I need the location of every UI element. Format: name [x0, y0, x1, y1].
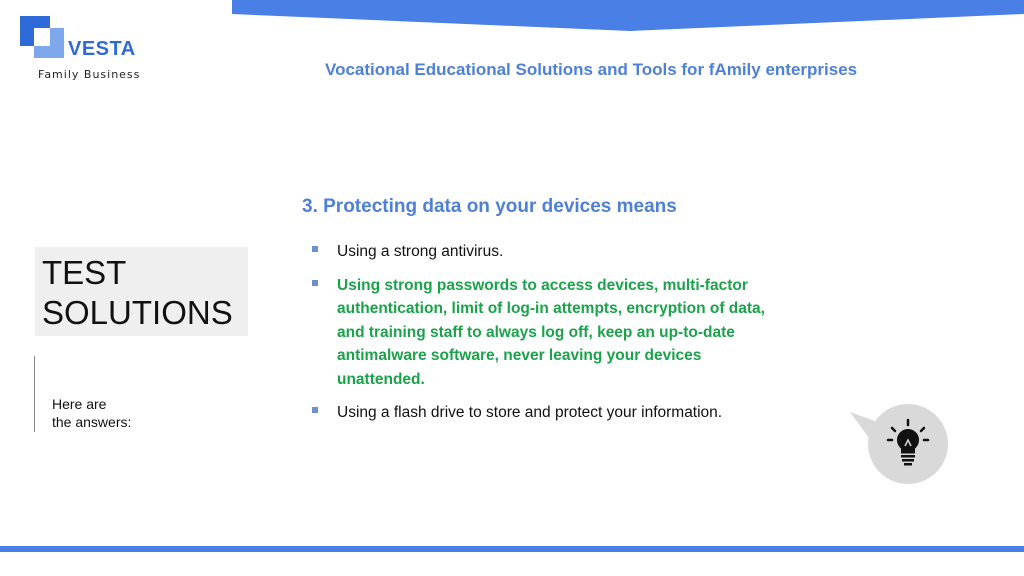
- answer-options: [312, 240, 792, 435]
- answer-option-3: [312, 401, 792, 425]
- bullet-icon: [312, 280, 318, 286]
- header-title: Vocational Educational Solutions and Tools for fAmily enterprises: [325, 60, 858, 79]
- question-title: 3. Protecting data on your devices means: [302, 196, 677, 217]
- answer-option-2-correct: [312, 274, 792, 392]
- logo-squares-icon: [20, 16, 70, 66]
- logo-subtitle: Family Business: [38, 68, 141, 81]
- side-note: [52, 395, 131, 431]
- bottom-bar: [0, 546, 1024, 552]
- logo-name: VESTA: [68, 38, 136, 60]
- solutions-title-line1: TEST: [42, 254, 127, 291]
- solutions-title-line2: SOLUTIONS: [42, 294, 233, 331]
- bullet-icon: [312, 407, 318, 413]
- vesta-logo: [20, 16, 160, 86]
- bullet-icon: [312, 246, 318, 252]
- answer-option-text: Using a flash drive to store and protect your information.: [337, 404, 723, 421]
- test-solutions-box: [35, 247, 248, 336]
- answer-option-1: [312, 240, 792, 264]
- side-note-line2: the answers:: [52, 414, 132, 430]
- side-note-line1: Here are: [52, 396, 107, 412]
- answer-option-text: Using a strong antivirus.: [337, 243, 504, 260]
- side-divider: [34, 356, 35, 432]
- answer-option-text: Using strong passwords to access devices, multi-factor authentication, limit of log-in attempts, encryption of data, and training staff to always log off, keep an up-to-date antimalware software, never leaving your devices unattended.: [337, 276, 765, 388]
- lightbulb-icon: [848, 404, 952, 490]
